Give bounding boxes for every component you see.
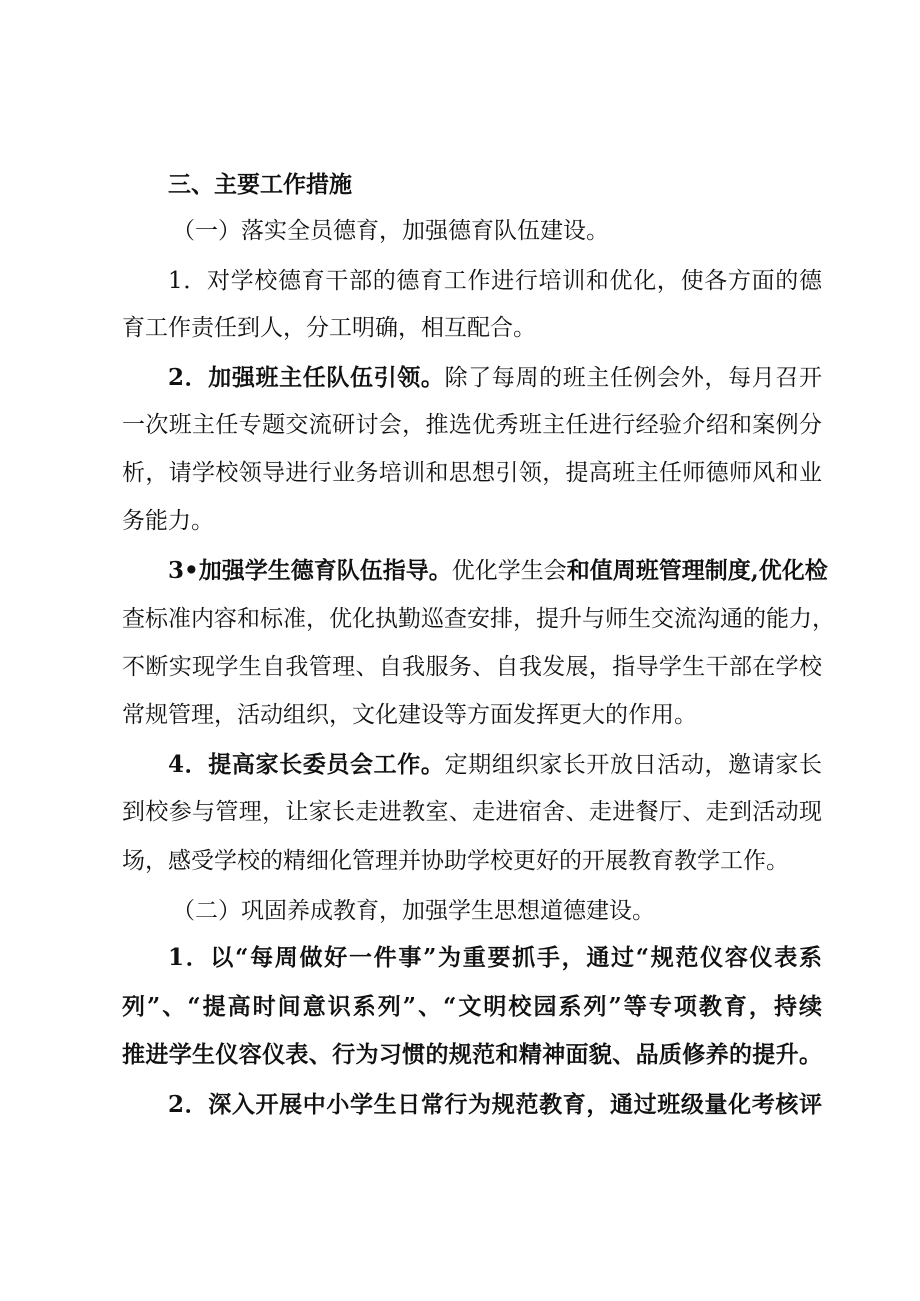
- paragraph-3-mid-bold: 和值周班管理制度: [566, 557, 751, 584]
- subsection-heading-1: （一）落实全员德育，加强德育队伍建设。: [172, 218, 609, 244]
- paragraph-3-mid-1: 优化学生会: [451, 558, 567, 584]
- paragraph-2-line-1: [168, 363, 822, 393]
- paragraph-3-mid-2: ,优化检: [750, 557, 828, 584]
- paragraph-3-line-1: [168, 556, 828, 586]
- subsection-heading-2: （二）巩固养成教育，加强学生思想道德建设。: [172, 898, 655, 924]
- paragraph-4-line-1-rest: 定期组织家长开放日活动，邀请家长: [444, 752, 822, 778]
- paragraph-4-lead: 4．提高家长委员会工作。: [168, 751, 445, 778]
- paragraph-3-line-3: 不断实现学生自我管理、自我服务、自我发展，指导学生干部在学校: [122, 654, 822, 680]
- paragraph-5-line-2: 列”、“提高时间意识系列”、“文明校园系列”等专项教育，持续: [122, 993, 822, 1020]
- paragraph-2-lead: 2．加强班主任队伍引领。: [168, 364, 445, 391]
- paragraph-2-line-2: 一次班主任专题交流研讨会，推选优秀班主任进行经验介绍和案例分: [122, 412, 822, 438]
- paragraph-1-line-1: 1．对学校德育干部的德育工作进行培训和优化，使各方面的德: [168, 268, 822, 294]
- paragraph-3-line-4: 常规管理，活动组织，文化建设等方面发挥更大的作用。: [122, 702, 697, 728]
- paragraph-5-line-1: 1．以“每周做好一件事”为重要抓手，通过“规范仪容仪表系: [168, 944, 822, 971]
- paragraph-4-line-2: 到校参与管理，让家长走进教室、走进宿舍、走进餐厅、走到活动现: [122, 799, 822, 825]
- section-heading: 三、主要工作措施: [168, 171, 352, 198]
- paragraph-3-line-2: 查标准内容和标准，优化执勤巡查安排，提升与师生交流沟通的能力，: [122, 606, 835, 632]
- paragraph-6-line-1: 2．深入开展中小学生日常行为规范教育，通过班级量化考核评: [168, 1091, 822, 1118]
- paragraph-5-line-3: 推进学生仪容仪表、行为习惯的规范和精神面貌、品质修养的提升。: [122, 1041, 822, 1068]
- paragraph-2-line-4: 务能力。: [122, 508, 214, 534]
- paragraph-4-line-1: [168, 750, 822, 780]
- paragraph-4-line-3: 场，感受学校的精细化管理并协助学校更好的开展教育教学工作。: [122, 848, 789, 874]
- paragraph-2-line-1-rest: 除了每周的班主任例会外，每月召开: [444, 365, 822, 391]
- paragraph-1-line-2: 育工作责任到人，分工明确，相互配合。: [122, 315, 536, 341]
- paragraph-2-line-3: 析，请学校领导进行业务培训和思想引领，提高班主任师德师风和业: [122, 460, 822, 486]
- paragraph-3-lead: 3•加强学生德育队伍指导。: [168, 557, 452, 584]
